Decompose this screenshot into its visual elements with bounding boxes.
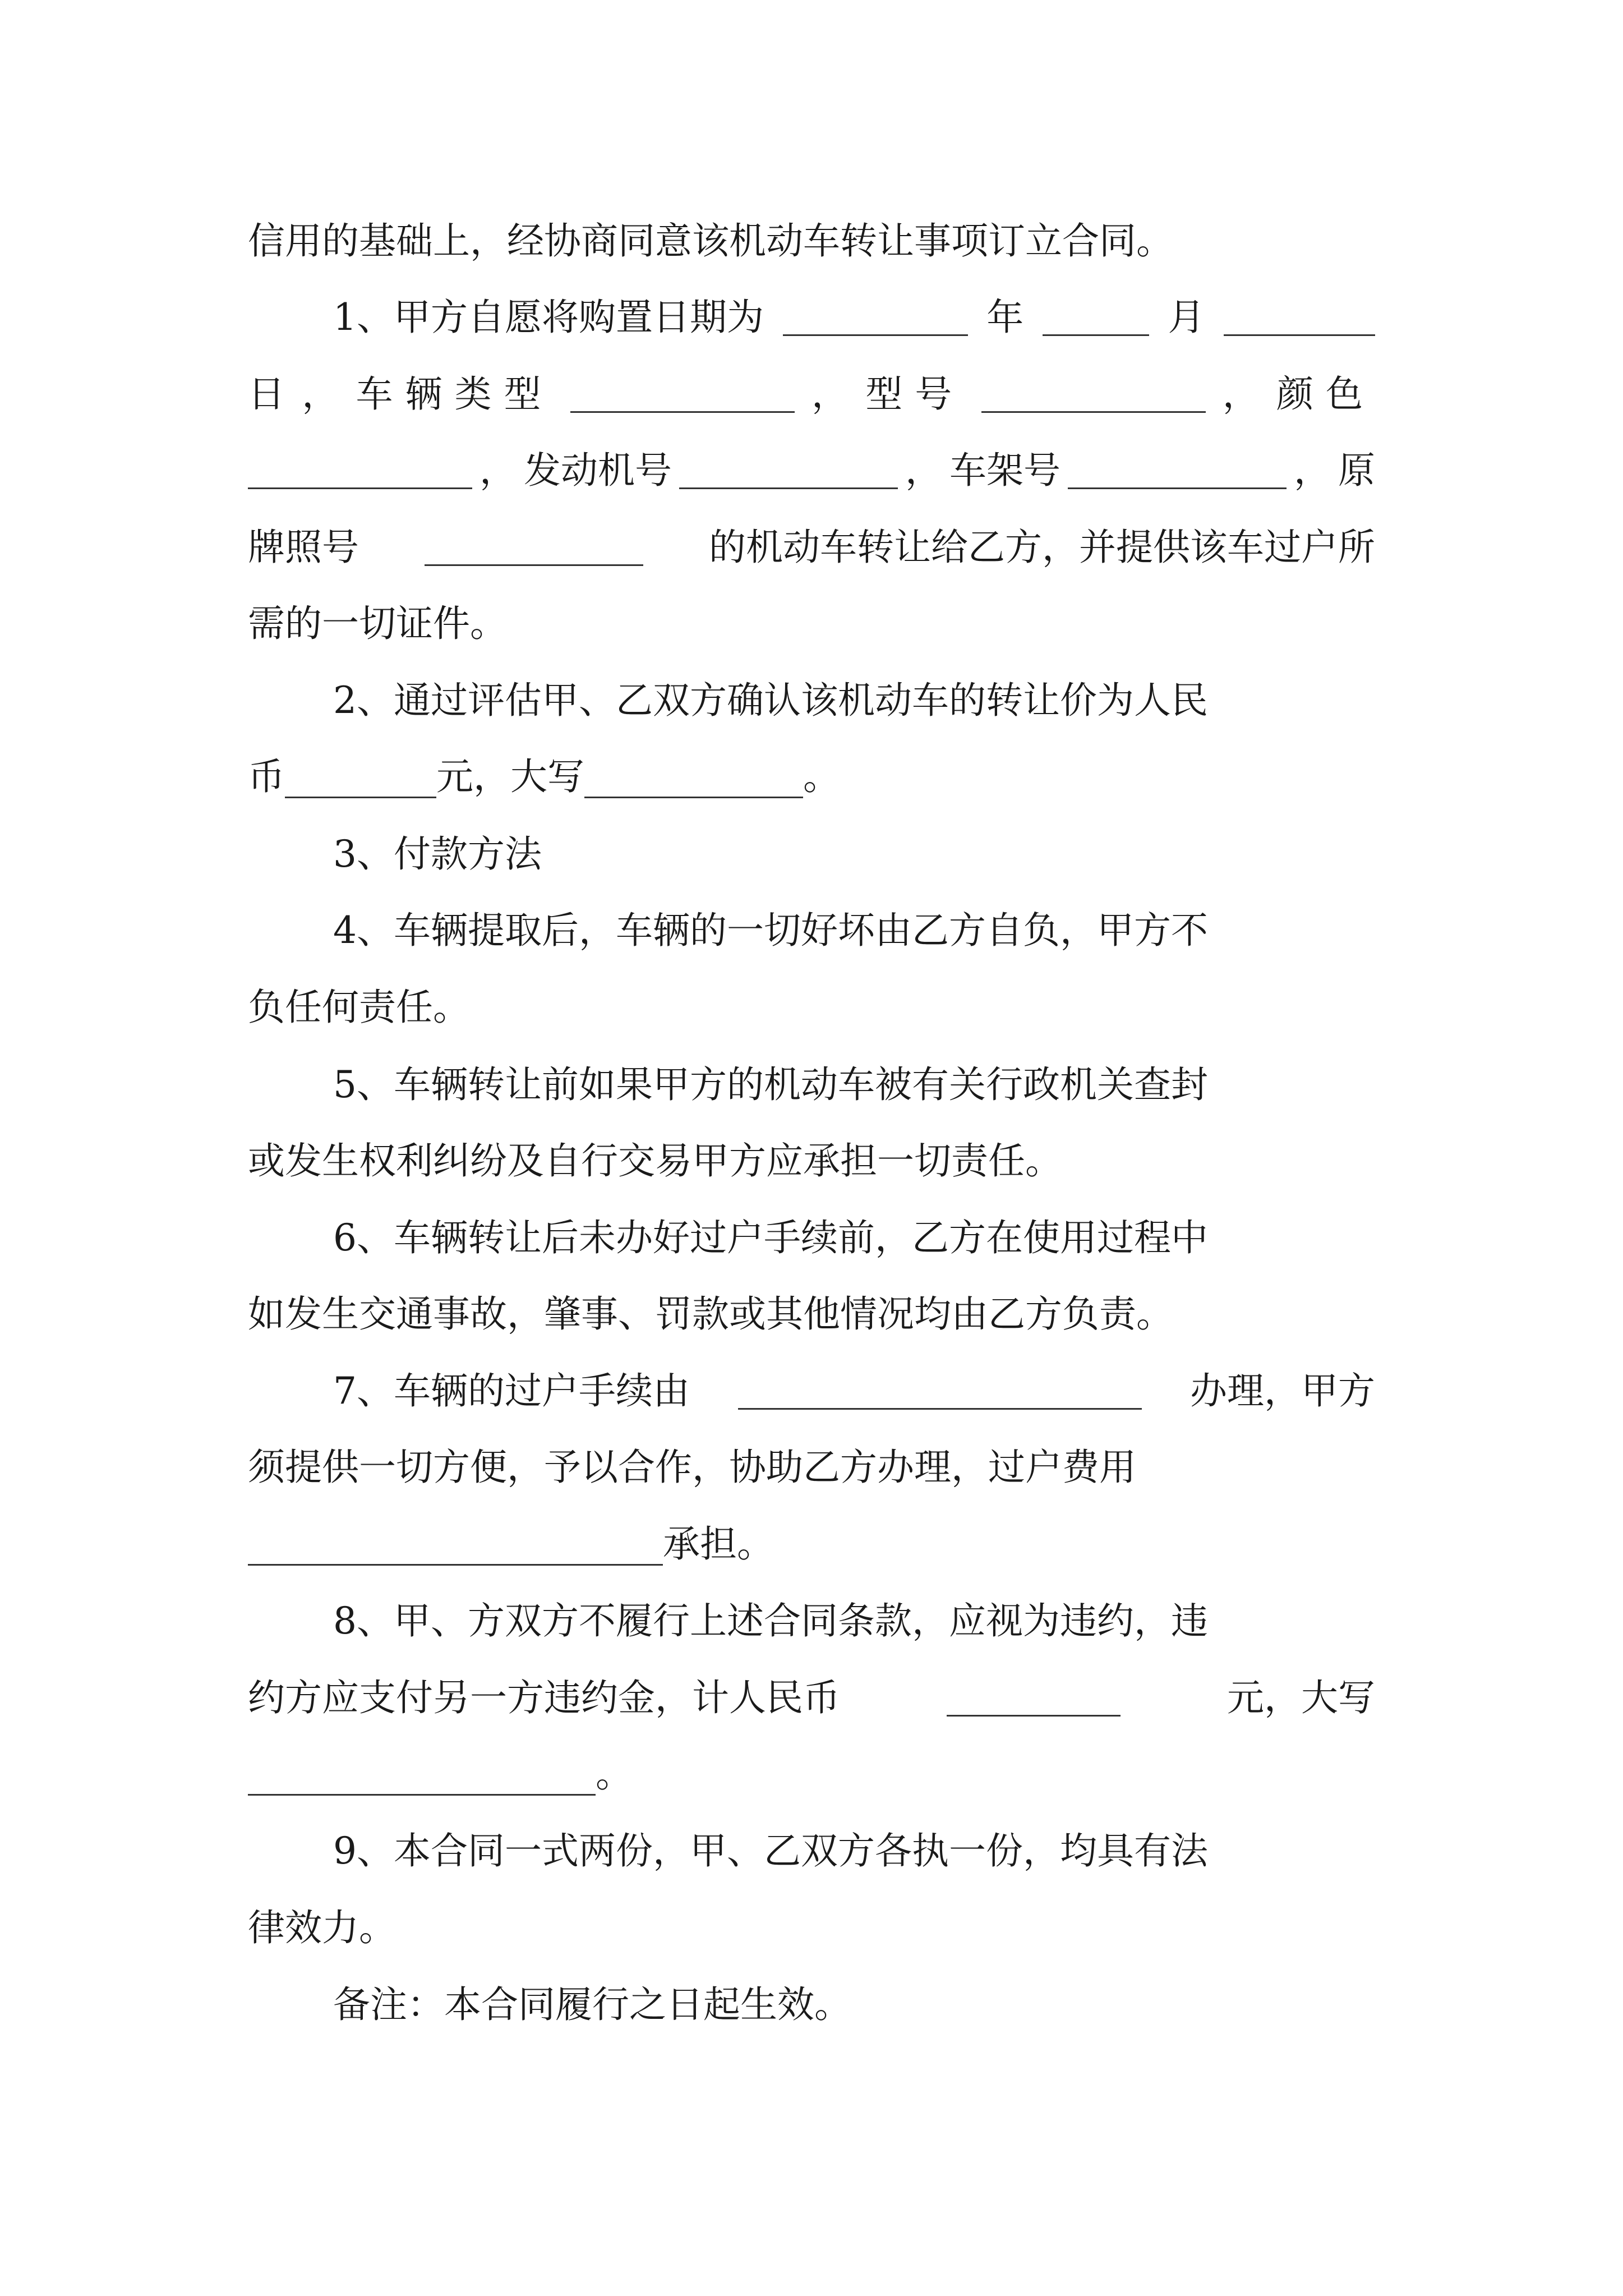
color-field[interactable] [248, 458, 472, 489]
clause-8-line-2: 约方应支付另一方违约金，计人民币 元，大写 [248, 1676, 1375, 1719]
transfer-fee-payer-field[interactable] [248, 1534, 663, 1566]
clause-1-prefix: 1、甲方自愿将购置日期为 [333, 296, 764, 339]
vehicle-type-label: 车辆类型 [356, 372, 554, 416]
clause-4-line-1: 4、车辆提取后，车辆的一切好坏由乙方自负，甲方不 [333, 909, 1208, 952]
penalty-amount-field[interactable] [947, 1685, 1121, 1717]
penalty-in-words-field[interactable] [248, 1764, 596, 1796]
clause-5-line-2: 或发生权利纠纷及自行交易甲方应承担一切责任。 [248, 1139, 1062, 1182]
clause-1-line-5: 需的一切证件。 [248, 602, 507, 645]
clause-9-line-2: 律效力。 [248, 1906, 396, 1949]
clause-1-line-1: 1、甲方自愿将购置日期为 年 月 [333, 287, 1375, 348]
clause-4-line-2: 负任何责任。 [248, 986, 470, 1029]
orig-plate-label: 牌照号 [248, 526, 359, 569]
price-in-words-field[interactable] [584, 767, 803, 798]
clause-7-line-3: 承担。 [248, 1513, 1375, 1575]
purchase-day-field[interactable] [1224, 305, 1375, 336]
engine-no-field[interactable] [679, 458, 898, 489]
clause-7-line-1: 7、车辆的过户手续由 办理，甲方 [333, 1369, 1375, 1412]
clause-2-line-1: 2、通过评估甲、乙双方确认该机动车的转让价为人民 [333, 679, 1208, 722]
clause-1-line-4: 牌照号 的机动车转让给乙方，并提供该车过户所 [248, 517, 1375, 578]
clause-6-line-2: 如发生交通事故，肇事、罚款或其他情况均由乙方负责。 [248, 1292, 1173, 1336]
clause-8-line-3: 。 [248, 1743, 1375, 1805]
clause-1-line-2: 日 ， 车辆类型 ， 型号 ， 颜色 [248, 364, 1375, 425]
intro-line: 信用的基础上，经协商同意该机动车转让事项订立合同。 [248, 219, 1173, 263]
orig-plate-field[interactable] [425, 535, 643, 566]
clause-6-line-1: 6、车辆转让后未办好过户手续前，乙方在使用过程中 [333, 1216, 1208, 1259]
clause-8-line-1: 8、甲、方双方不履行上述合同条款，应视为违约，违 [333, 1599, 1208, 1642]
frame-no-field[interactable] [1068, 458, 1287, 489]
price-amount-field[interactable] [285, 767, 436, 798]
transfer-handler-field[interactable] [738, 1378, 1142, 1410]
remarks-line: 备注：本合同履行之日起生效。 [333, 1983, 851, 2026]
clause-1-line-3: ， 发动机号 ， 车架号 ， 原 [248, 440, 1375, 501]
clause-3-line [333, 823, 1375, 885]
payment-method-label: 3、付款方法 [333, 832, 542, 876]
clause-5-line-1: 5、车辆转让前如果甲方的机动车被有关行政机关查封 [333, 1063, 1208, 1106]
purchase-year-field[interactable] [783, 305, 968, 336]
purchase-month-field[interactable] [1043, 305, 1149, 336]
clause-9-line-1: 9、本合同一式两份，甲、乙双方各执一份，均具有法 [333, 1829, 1208, 1872]
model-label: 型号 [865, 372, 965, 416]
engine-no-label: 发动机号 [524, 449, 672, 492]
model-field[interactable] [981, 381, 1206, 413]
clause-2-line-2: 币 元，大写 。 [248, 755, 840, 798]
vehicle-type-field[interactable] [570, 381, 795, 413]
frame-no-label: 车架号 [949, 449, 1061, 492]
clause-7-line-2: 须提供一切方便，予以合作，协助乙方办理，过户费用 [248, 1446, 1136, 1489]
color-label: 颜色 [1276, 372, 1375, 416]
